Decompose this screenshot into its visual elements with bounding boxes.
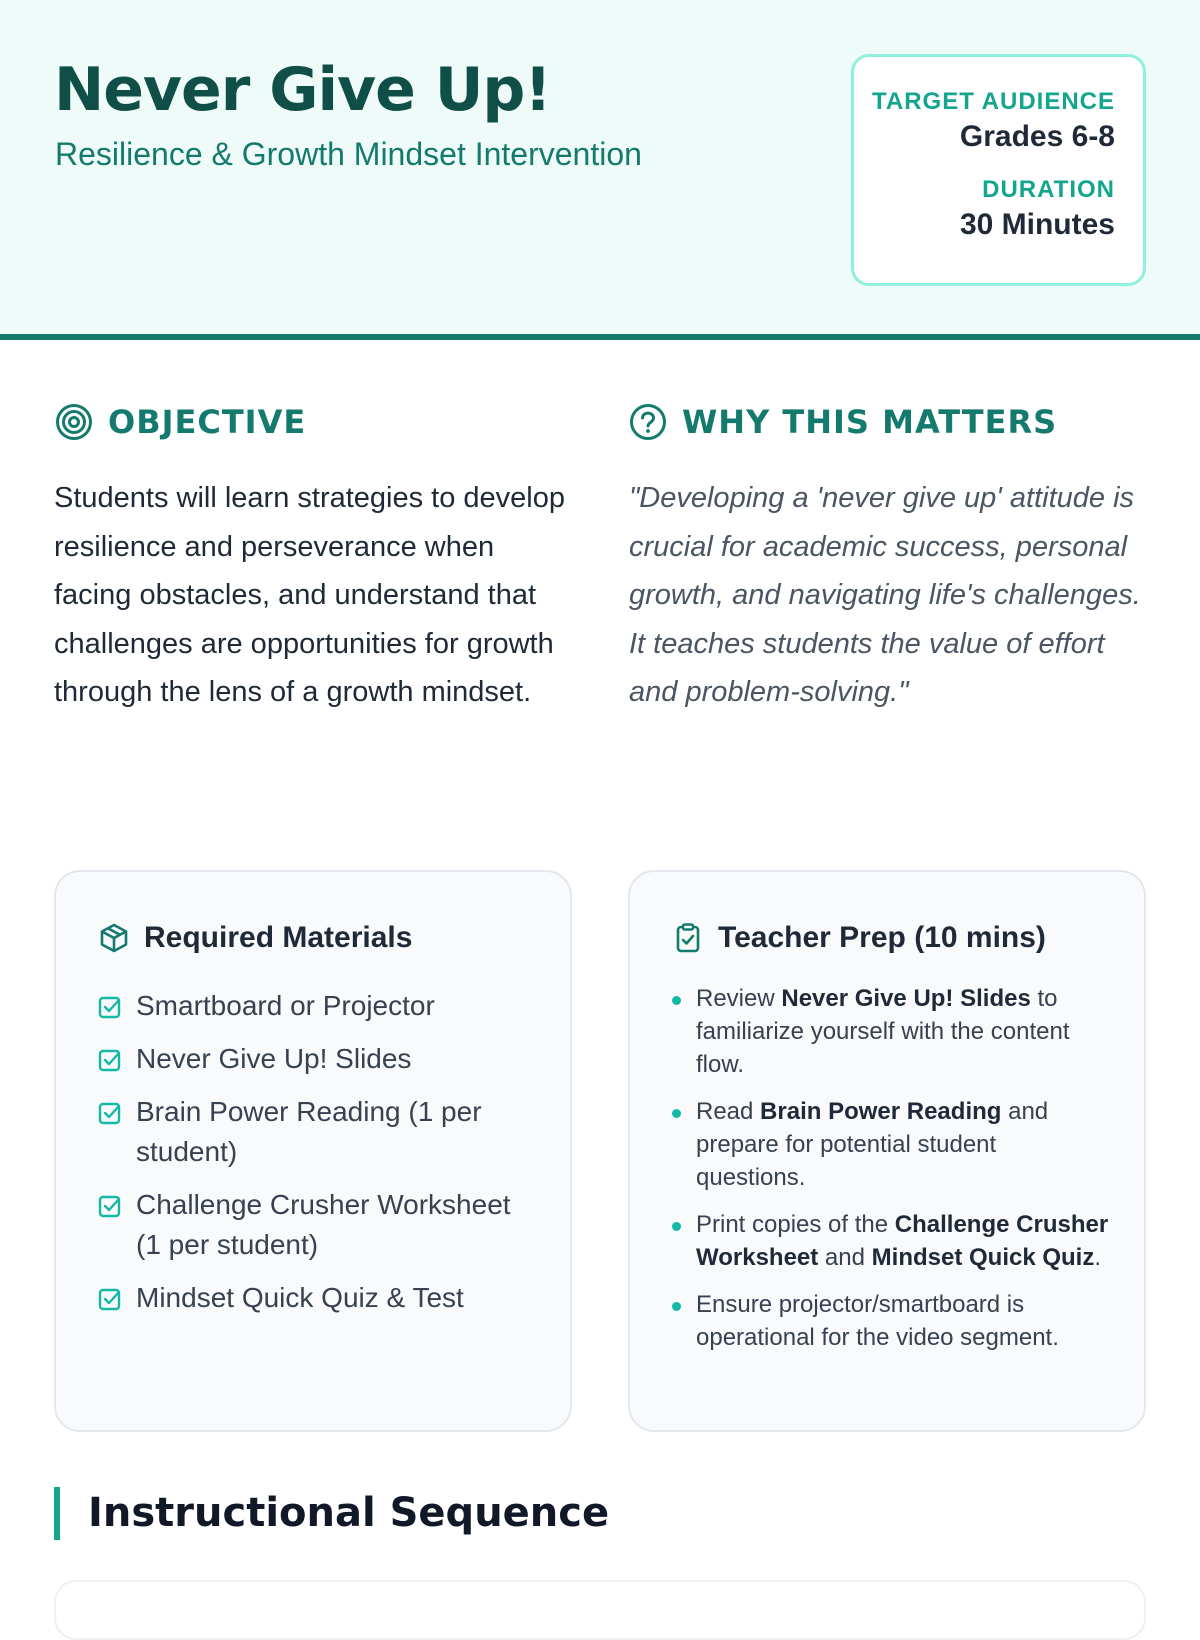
material-label: Challenge Crusher Worksheet (1 per student) [136, 1189, 511, 1260]
checkbox-icon [98, 1101, 122, 1125]
why-heading [682, 400, 1057, 444]
page-title: Never Give Up! [54, 55, 551, 125]
material-label: Brain Power Reading (1 per student) [136, 1096, 482, 1167]
list-item: Review Never Give Up! Slides to familiarize yourself with the content flow. [670, 982, 1110, 1081]
checkbox-icon [98, 1048, 122, 1072]
teacher-prep-card [628, 870, 1146, 1432]
bullet-icon [672, 996, 681, 1005]
list-item: Ensure projector/smartboard is operational for the video segment. [670, 1288, 1110, 1354]
question-circle-icon [629, 403, 667, 441]
material-label: Never Give Up! Slides [136, 1043, 412, 1074]
list-item [98, 1278, 538, 1318]
teacher-prep-heading: Teacher Prep (10 mins) [718, 921, 1046, 954]
bullet-icon [672, 1302, 681, 1311]
checkbox-icon [98, 1287, 122, 1311]
bullet-icon [672, 1222, 681, 1231]
box-icon [98, 922, 130, 954]
audience-label: TARGET AUDIENCE [872, 88, 1115, 115]
list-item [98, 1092, 538, 1172]
meta-card [851, 54, 1146, 286]
duration-label: DURATION [982, 176, 1115, 203]
materials-list [98, 986, 538, 1331]
materials-card [54, 870, 572, 1432]
why-heading-text: WHY THIS MATTERS [682, 403, 1058, 441]
why-quote: "Developing a 'never give up' attitude is crucial for academic success, personal growth, and navigating life's challenges. It teaches students the value of effort and problem-solving." [629, 482, 1141, 709]
teacher-prep-list [670, 982, 1110, 1368]
header-banner [0, 0, 1200, 340]
checkbox-icon [98, 1194, 122, 1218]
list-item [98, 986, 538, 1026]
sequence-heading: Instructional Sequence [88, 1490, 610, 1536]
list-item [98, 1185, 538, 1265]
materials-heading: Required Materials [144, 921, 413, 954]
objective-heading [108, 400, 306, 444]
objective-text: Students will learn strategies to develop resilience and perseverance when facing obstacles, and understand that challenges are opportunities for growth through the lens of a growth mindset. [54, 482, 566, 709]
clipboard-check-icon [672, 922, 704, 954]
target-icon [55, 403, 93, 441]
duration-value: 30 Minutes [959, 208, 1115, 241]
objective-heading-text: OBJECTIVE [108, 403, 307, 441]
page-subtitle: Resilience & Growth Mindset Intervention [55, 136, 642, 172]
checkbox-icon [98, 995, 122, 1019]
material-label: Mindset Quick Quiz & Test [136, 1282, 464, 1313]
list-item: Read Brain Power Reading and prepare for potential student questions. [670, 1095, 1110, 1194]
sequence-card [54, 1580, 1146, 1640]
sequence-accent-bar [54, 1487, 60, 1540]
bullet-icon [672, 1109, 681, 1118]
audience-value: Grades 6-8 [959, 120, 1115, 153]
list-item: Print copies of the Challenge Crusher Worksheet and Mindset Quick Quiz. [670, 1208, 1110, 1274]
list-item [98, 1039, 538, 1079]
material-label: Smartboard or Projector [136, 990, 435, 1021]
